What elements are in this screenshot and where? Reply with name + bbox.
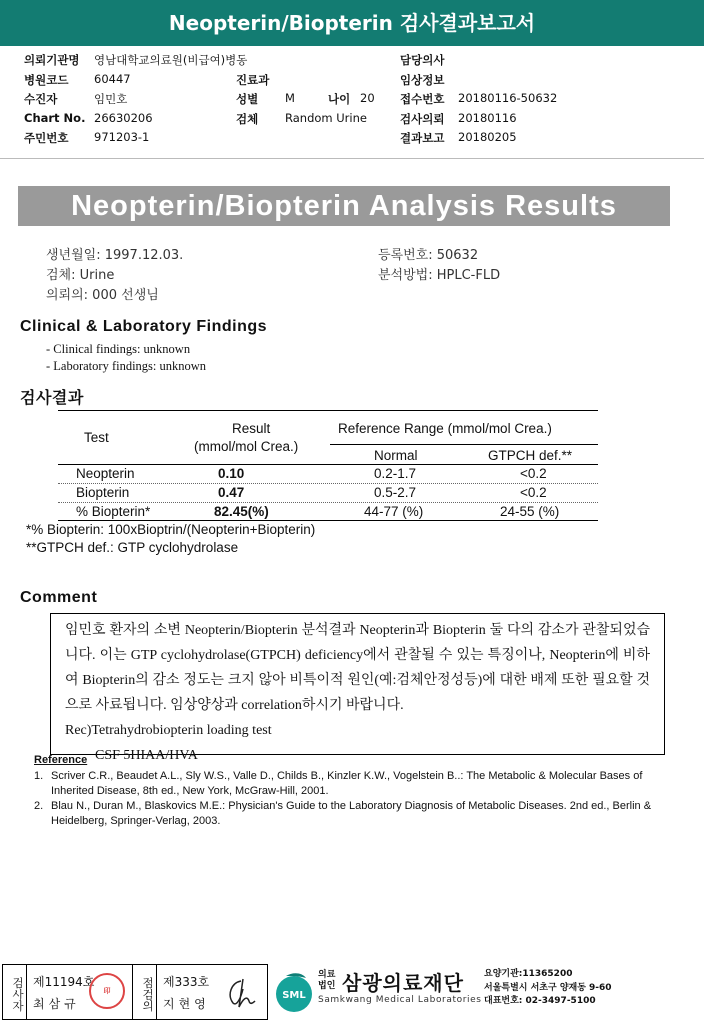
row-percent-test: % Biopterin*: [76, 504, 151, 519]
row-neopterin-normal: 0.2-1.7: [374, 466, 417, 481]
note-percent-biopterin: *% Biopterin: 100xBioptrin/(Neopterin+Biopterin): [26, 522, 316, 537]
note-gtpch: **GTPCH def.: GTP cyclohydrolase: [26, 540, 239, 555]
comment-heading: Comment: [20, 589, 98, 606]
reference-item: [34, 769, 674, 798]
lab-brand-name: 삼광의료재단: [342, 971, 464, 995]
col-gtpch-header: GTPCH def.**: [488, 448, 573, 463]
sml-logo-icon: [272, 970, 316, 1014]
reference-list: [34, 769, 674, 829]
lab-logo: [272, 964, 692, 1020]
row-percent-gtpch: 24-55 (%): [500, 504, 560, 519]
institution-code: 요양기관:11365200: [484, 969, 573, 979]
lab-brand-english: Samkwang Medical Laboratories: [318, 995, 482, 1005]
table-notes: [26, 521, 315, 557]
row-percent-result: 82.45(%): [214, 504, 269, 519]
row-biopterin-result: 0.47: [218, 485, 245, 500]
reference-text: Scriver C.R., Beaudet A.L., Sly W.S., Valle D., Childs B., Kinzler K.W., Vogelstein B..: The Metabolic & Molecular Bases of Inherited Disease, 8th ed., New York, McGraw-Hill, 2001.: [51, 770, 643, 797]
report-title: Neopterin/Biopterin 검사결과보고서: [168, 11, 536, 35]
examiner-cell: [27, 965, 133, 1019]
patient-label: 수진자: [24, 92, 58, 106]
analysis-method: 분석방법: HPLC-FLD: [378, 268, 501, 283]
specimen-value: Random Urine: [285, 110, 367, 125]
comment-recommendation-sub: CSF 5HIAA/HVA: [95, 748, 198, 763]
checker-license: 제333호: [163, 975, 210, 989]
resident-label: 주민번호: [24, 131, 69, 145]
hospital-code-label: 병원코드: [24, 72, 69, 87]
clinical-label: 임상정보: [400, 72, 445, 87]
legal-entity: [318, 970, 335, 992]
age-label: 나이: [328, 92, 351, 106]
referring-physician: 의뢰의: 000 선생님: [46, 288, 159, 303]
request-label: 검사의뢰: [400, 111, 445, 126]
signature-box: [2, 964, 268, 1020]
checker-cell: [157, 965, 263, 1019]
laboratory-finding: - Laboratory findings: unknown: [46, 359, 207, 373]
doctor-label: 담당의사: [400, 53, 445, 67]
row-neopterin-result: 0.10: [218, 466, 245, 481]
lab-contact: [484, 968, 612, 1009]
col-test-header: Test: [84, 430, 109, 445]
handwritten-signature-icon: [223, 975, 257, 1011]
table-top-rule: [58, 410, 598, 411]
analysis-banner: Neopterin/Biopterin Analysis Results: [18, 186, 670, 226]
request-value: 20180116: [458, 110, 517, 125]
examiner-license: 제11194호: [33, 975, 95, 989]
seal-stamp-icon: 印: [89, 973, 125, 1009]
checker-name: 지현영: [163, 997, 210, 1011]
findings-heading: Clinical & Laboratory Findings: [20, 318, 268, 335]
row-divider: [58, 483, 598, 484]
reference-item: [34, 799, 674, 828]
row-percent-normal: 44-77 (%): [364, 504, 424, 519]
lab-phone: 대표번호: 02-3497-5100: [484, 996, 596, 1006]
receipt-value: 20180116-50632: [458, 91, 558, 105]
age-value: 20: [360, 91, 375, 105]
findings-list: [46, 341, 206, 375]
reference-heading: Reference: [34, 754, 88, 766]
reference-number: 1.: [34, 770, 44, 782]
dept-label: 진료과: [236, 72, 270, 87]
row-biopterin-test: Biopterin: [76, 485, 130, 500]
sex-label: 성별: [236, 92, 259, 106]
col-result-unit: (mmol/mol Crea.): [194, 439, 299, 454]
col-reference-header: Reference Range (mmol/mol Crea.): [338, 421, 552, 436]
chart-value: 26630206: [94, 110, 153, 125]
row-biopterin-normal: 0.5-2.7: [374, 485, 417, 500]
examiner-label: 검사자: [3, 965, 27, 1019]
comment-recommendation: Rec)Tetrahydrobiopterin loading test: [65, 723, 272, 738]
checker-label: 점검의: [133, 965, 157, 1019]
header-bottom-rule: [58, 464, 598, 465]
legal-line-1: 의료: [318, 970, 336, 980]
sex-value: M: [285, 91, 295, 105]
reference-text: Blau N., Duran M., Blaskovics M.E.: Physician's Guide to the Laboratory Diagnosis of Metabolic Diseases. 2nd ed., Berlin & Heidelberg, Springer-Verlag, 2003.: [51, 800, 652, 827]
patient-value: 임민호: [94, 92, 128, 106]
report-date-label: 결과보고: [400, 131, 445, 145]
registration-number: 등록번호: 50632: [378, 248, 479, 263]
row-neopterin-gtpch: <0.2: [520, 466, 547, 481]
col-result-header: Result: [232, 421, 271, 436]
institution-label: 의뢰기관명: [24, 53, 80, 67]
institution-value: 영남대학교의료원(비급여)병동: [94, 53, 248, 67]
receipt-label: 접수번호: [400, 92, 445, 106]
row-biopterin-gtpch: <0.2: [520, 485, 547, 500]
specimen-label: 검체: [236, 111, 259, 126]
reference-subrule: [330, 444, 598, 445]
comment-text: 임민호 환자의 소변 Neopterin/Biopterin 분석결과 Neopterin과 Biopterin 둘 다의 감소가 관찰되었습니다. 이는 GTP cyclohydrolase(GTPCH) deficiency에서 관찰될 수 있는 특징이나, Neopterin에 비하여 Biopterin의 감소 정도는 크지 않아 비특이적 원인(예:검체안정성등)에 대한 배제 또한 필요할 것으로 사료됩니다. 임상양상과 correlation하시기 바랍니다.: [65, 623, 650, 713]
col-normal-header: Normal: [374, 448, 418, 463]
patient-info-right: [378, 244, 500, 284]
reference-number: 2.: [34, 800, 44, 812]
legal-line-2: 법인: [318, 981, 336, 991]
sml-logo-text: SML: [282, 990, 306, 1001]
report-date-value: 20180205: [458, 130, 517, 144]
header-info: [24, 52, 684, 150]
patient-info-left: [46, 244, 183, 304]
row-neopterin-test: Neopterin: [76, 466, 135, 481]
lab-address: 서울특별시 서초구 양재동 9-60: [484, 982, 612, 993]
examiner-name: 최삼규: [33, 997, 80, 1011]
birth-date: 생년월일: 1997.12.03.: [46, 248, 184, 263]
specimen-type: 검체: Urine: [46, 268, 115, 283]
row-divider: [58, 502, 598, 503]
results-heading: 검사결과: [20, 390, 84, 407]
clinical-finding: - Clinical findings: unknown: [46, 342, 191, 356]
resident-value: 971203-1: [94, 130, 150, 144]
header-divider: [0, 158, 704, 159]
chart-label: Chart No.: [24, 110, 86, 125]
report-title-bar: [0, 0, 704, 46]
hospital-code-value: 60447: [94, 71, 131, 86]
